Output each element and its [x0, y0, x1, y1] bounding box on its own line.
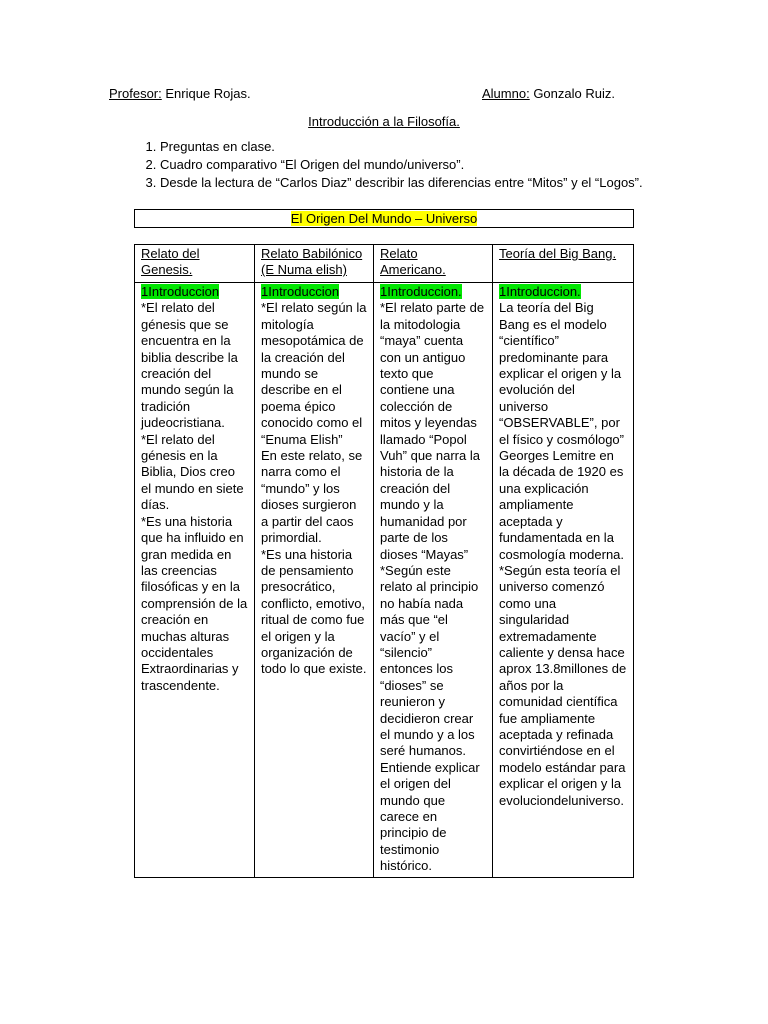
table-body-row: [135, 283, 634, 878]
comparison-table: [134, 244, 634, 878]
cell-paragraph: *El relato del génesis que se encuentra en la biblia describe la creación del mundo según la tradición judeocristiana.: [141, 300, 238, 431]
column-header-americano: Relato Americano.: [374, 245, 493, 283]
intro-label: 1Introduccion.: [380, 284, 462, 299]
cell-paragraph: *Según este relato al principio no había nada más que “el vacío” y el “silencio” entonces los “dioses” se reunieron y decidieron crear el mundo y a los seré humanos.: [380, 562, 479, 759]
banner-title: El Origen Del Mundo – Universo: [290, 211, 478, 226]
cell-paragraph: *El relato parte de la mitodologia “maya” cuenta con un antiguo texto que contiene una colección de mitos y leyendas llamado “Popol Vuh” que narra la historia de la creación del mundo y la humanidad por parte de los dioses “Mayas”: [380, 300, 485, 562]
cell-paragraph: En este relato, se narra como el “mundo” y los dioses surgieron a partir del caos primordial.: [261, 448, 363, 546]
cell-babilonico: [255, 283, 374, 878]
document-title: Introducción a la Filosofía.: [308, 114, 460, 129]
cell-paragraph: La teoría del Big Bang es el modelo “científico” predominante para explicar el origen y la evolución del universo “OBSERVABLE”, por el físico y cosmólogo” Georges Lemitre en la década de 1920 es una explicación ampliamente aceptada y fundamentada en la cosmología moderna.: [499, 300, 625, 562]
intro-label: 1Introduccion: [261, 284, 340, 299]
task-item: 3. Desde la lectura de “Carlos Diaz” describir las diferencias entre “Mitos” y el “Logos”.: [160, 174, 643, 192]
column-header-genesis: Relato del Genesis.: [135, 245, 255, 283]
intro-label: 1Introduccion.: [499, 284, 581, 299]
cell-paragraph: Entiende explicar el origen del mundo que carece en principio de testimonio histórico.: [380, 759, 480, 874]
task-list: [135, 138, 643, 192]
cell-paragraph: *El relato del génesis en la Biblia, Dios creo el mundo en siete días.: [141, 431, 244, 513]
column-header-big-bang: Teoría del Big Bang.: [493, 245, 634, 283]
profesor-line: [109, 85, 251, 103]
intro-label: 1Introduccion: [141, 284, 220, 299]
cell-americano: [374, 283, 493, 878]
table-banner: [134, 209, 634, 228]
cell-paragraph: *El relato según la mitología mesopotámica de la creación del mundo se describe en el poema épico conocido como el “Enuma Elish”: [261, 300, 367, 447]
alumno-name: Gonzalo Ruiz.: [529, 86, 615, 101]
cell-paragraph: *Es una historia de pensamiento presocrático, conflicto, emotivo, ritual de como fue el origen y la organización de todo lo que existe.: [261, 546, 367, 677]
profesor-label: Profesor:: [109, 86, 162, 101]
task-item: 1. Preguntas en clase.: [160, 138, 643, 156]
table-header-row: [135, 245, 634, 283]
alumno-line: [482, 85, 615, 103]
document-title-line: [0, 113, 768, 131]
cell-genesis: [135, 283, 255, 878]
cell-paragraph: *Según esta teoría el universo comenzó como una singularidad extremadamente caliente y densa hace aprox 13.8millones de años por la comunidad científica fue ampliamente aceptada y refinada convirtiéndose en el modelo estándar para explicar el origen y la evoluciondeluniverso.: [499, 562, 627, 808]
alumno-label: Alumno:: [482, 86, 530, 101]
cell-paragraph: *Es una historia que ha influido en gran medida en las creencias filosóficas y en la comprensión de la creación en muchas alturas occidentales Extraordinarias y trascendente.: [141, 513, 248, 693]
profesor-name: Enrique Rojas.: [161, 86, 251, 101]
column-header-babilonico: Relato Babilónico (E Numa elish): [255, 245, 374, 283]
cell-big-bang: [493, 283, 634, 878]
task-item: 2. Cuadro comparativo “El Origen del mundo/universo”.: [160, 156, 643, 174]
